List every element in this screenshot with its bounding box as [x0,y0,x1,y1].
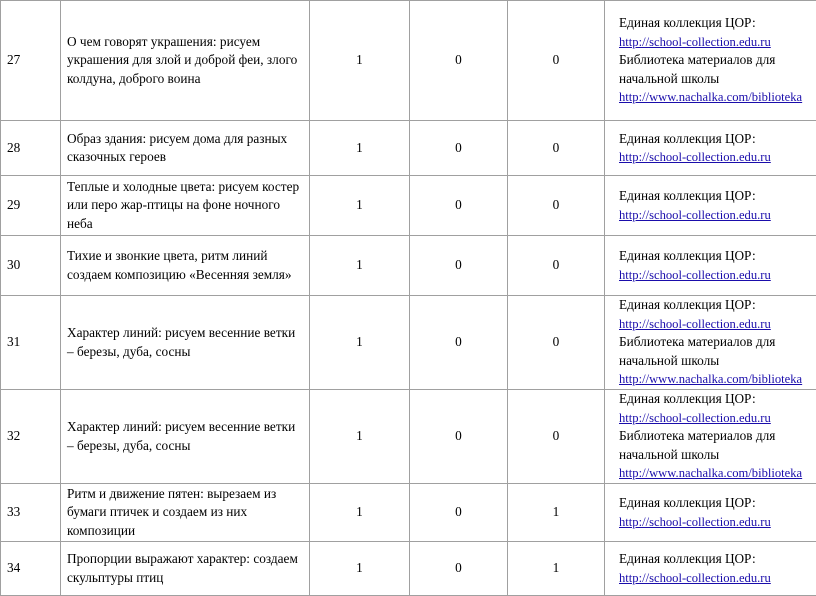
resource-link[interactable]: http://www.nachalka.com/biblioteka [619,88,816,107]
lesson-title-cell: Теплые и холодные цвета: рисуем костер или перо жар-птицы на фоне ночного неба [61,176,310,236]
resource-text: начальной школы [619,70,816,89]
hours-total-cell: 1 [310,176,410,236]
lesson-title-cell: Ритм и движение пятен: вырезаем из бумаги птичек и создаем из них композиции [61,484,310,542]
lesson-number-cell: 30 [1,236,61,296]
lesson-number-cell: 28 [1,121,61,176]
resource-text: Единая коллекция ЦОР: [619,494,816,513]
hours-total-cell: 1 [310,236,410,296]
resource-text: начальной школы [619,446,816,465]
resources-cell [605,236,816,296]
resource-link[interactable]: http://school-collection.edu.ru [619,148,816,167]
resources-cell [605,542,816,596]
table-row [1,484,816,542]
resources-cell [605,176,816,236]
table-row [1,176,816,236]
lesson-title-cell: Образ здания: рисуем дома для разных сказочных героев [61,121,310,176]
table-row [1,121,816,176]
hours-practice-cell: 1 [508,542,605,596]
lesson-number-cell: 32 [1,390,61,484]
table-row [1,1,816,121]
lesson-number-cell: 31 [1,296,61,390]
table-row [1,542,816,596]
resource-link[interactable]: http://school-collection.edu.ru [619,315,816,334]
lesson-number-cell: 34 [1,542,61,596]
resource-text: Библиотека материалов для [619,51,816,70]
lesson-title-cell: Характер линий: рисуем весенние ветки – березы, дуба, сосны [61,390,310,484]
resource-link[interactable]: http://www.nachalka.com/biblioteka [619,370,816,389]
resource-text: Единая коллекция ЦОР: [619,550,816,569]
resource-link[interactable]: http://www.nachalka.com/biblioteka [619,464,816,483]
lesson-table-body [1,1,816,596]
hours-practice-cell: 0 [508,296,605,390]
hours-practice-cell: 0 [508,176,605,236]
hours-control-cell: 0 [410,176,508,236]
resource-text: начальной школы [619,352,816,371]
hours-total-cell: 1 [310,1,410,121]
resource-link[interactable]: http://school-collection.edu.ru [619,513,816,532]
resources-cell [605,296,816,390]
hours-control-cell: 0 [410,484,508,542]
resource-link[interactable]: http://school-collection.edu.ru [619,266,816,285]
lesson-number-cell: 29 [1,176,61,236]
resource-link[interactable]: http://school-collection.edu.ru [619,206,816,225]
hours-practice-cell: 0 [508,390,605,484]
hours-control-cell: 0 [410,236,508,296]
resource-link[interactable]: http://school-collection.edu.ru [619,33,816,52]
hours-practice-cell: 0 [508,1,605,121]
hours-control-cell: 0 [410,121,508,176]
lesson-title-cell: Пропорции выражают характер: создаем скульптуры птиц [61,542,310,596]
resources-cell [605,1,816,121]
resources-cell [605,121,816,176]
resources-cell [605,484,816,542]
hours-total-cell: 1 [310,390,410,484]
resource-link[interactable]: http://school-collection.edu.ru [619,409,816,428]
resource-text: Единая коллекция ЦОР: [619,247,816,266]
hours-control-cell: 0 [410,390,508,484]
resource-text: Единая коллекция ЦОР: [619,390,816,409]
hours-control-cell: 0 [410,1,508,121]
resource-text: Единая коллекция ЦОР: [619,14,816,33]
hours-total-cell: 1 [310,542,410,596]
resource-link[interactable]: http://school-collection.edu.ru [619,569,816,588]
lesson-number-cell: 33 [1,484,61,542]
resource-text: Единая коллекция ЦОР: [619,130,816,149]
lesson-number-cell: 27 [1,1,61,121]
lesson-title-cell: Тихие и звонкие цвета, ритм линий создаем композицию «Весенняя земля» [61,236,310,296]
table-row [1,390,816,484]
table-row [1,236,816,296]
resource-text: Единая коллекция ЦОР: [619,187,816,206]
hours-practice-cell: 0 [508,121,605,176]
hours-total-cell: 1 [310,296,410,390]
resource-text: Библиотека материалов для [619,333,816,352]
hours-practice-cell: 0 [508,236,605,296]
hours-practice-cell: 1 [508,484,605,542]
hours-total-cell: 1 [310,121,410,176]
lesson-title-cell: О чем говорят украшения: рисуем украшения для злой и доброй феи, злого колдуна, доброго воина [61,1,310,121]
hours-control-cell: 0 [410,296,508,390]
lesson-title-cell: Характер линий: рисуем весенние ветки – березы, дуба, сосны [61,296,310,390]
hours-total-cell: 1 [310,484,410,542]
table-row [1,296,816,390]
resource-text: Единая коллекция ЦОР: [619,296,816,315]
resource-text: Библиотека материалов для [619,427,816,446]
resources-cell [605,390,816,484]
hours-control-cell: 0 [410,542,508,596]
